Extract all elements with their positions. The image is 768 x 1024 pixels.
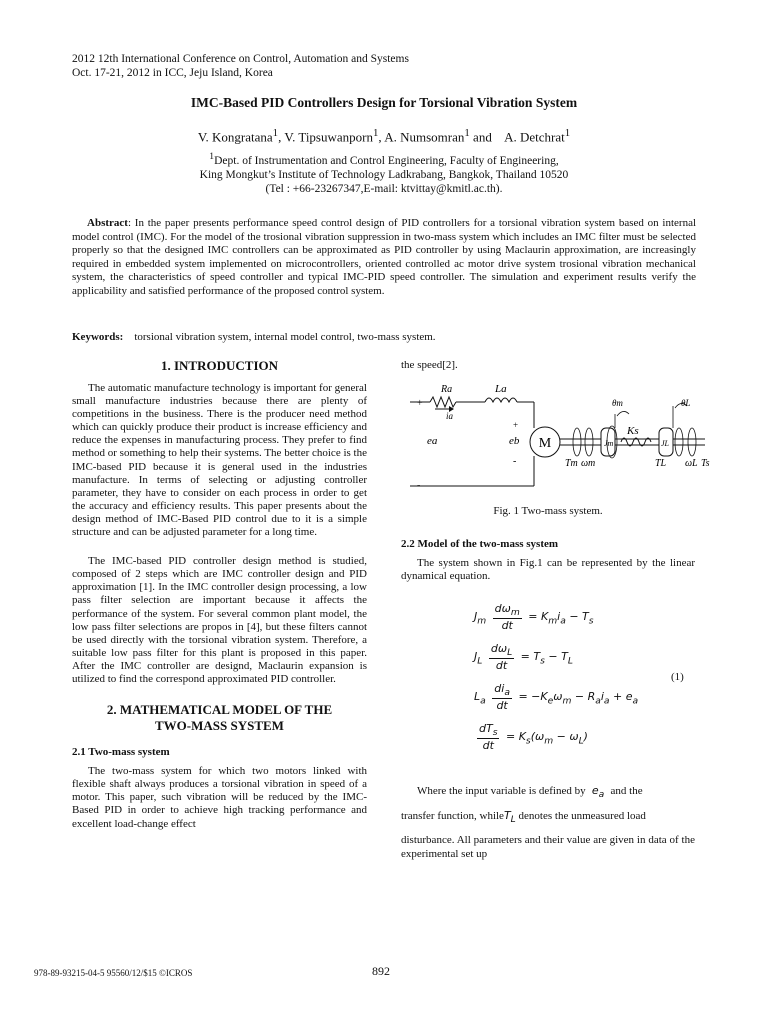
fig-label-Jm: Jm xyxy=(604,439,614,448)
svg-text:Jm xyxy=(604,439,614,448)
fig-label-minus1: - xyxy=(417,480,421,491)
conference-line1: 2012 12th International Conference on Control, Automation and Systems xyxy=(72,53,409,65)
equation-2: $J_L$ $\frac{d\omega_L}{dt}$ = $T_s - T_L$ xyxy=(474,642,573,673)
fig-label-ia: ia xyxy=(446,411,454,421)
author-4: A. Detchrat xyxy=(504,129,565,145)
svg-text:ea xyxy=(427,435,438,447)
svg-text:TL xyxy=(655,458,667,469)
after-eq-text-1b: and the xyxy=(610,785,643,797)
figure-caption: Fig. 1 Two-mass system. xyxy=(493,505,603,517)
svg-text:- xyxy=(417,480,420,491)
fig-label-Tm: Tm xyxy=(565,458,578,469)
fig-label-eb: eb xyxy=(509,435,520,447)
fig-label-wL: ωL xyxy=(685,458,698,469)
fig-label-theta-m: θm xyxy=(612,398,623,408)
right-column-top xyxy=(401,359,695,372)
page-number: 892 xyxy=(372,964,390,978)
svg-text:eb xyxy=(509,435,520,447)
fig-label-wm: ωm xyxy=(581,458,596,469)
svg-text:θL xyxy=(681,398,690,408)
left-column xyxy=(72,358,367,831)
svg-text:ωm xyxy=(581,458,595,469)
fig-label-Ks: Ks xyxy=(627,425,639,437)
affiliation-line3: (Tel : +66-23267347,E-mail: ktvittay@kmitl.ac.th). xyxy=(265,182,503,195)
fig-label-theta-L: θL xyxy=(681,398,691,408)
fig-label-ea: ea xyxy=(427,435,438,447)
author-1: V. Kongratana xyxy=(197,129,273,145)
fig-label-minus2: - xyxy=(513,456,517,467)
fig-label-JL: JL xyxy=(661,439,669,448)
after-eq-text-1: Where the input variable is defined by xyxy=(417,785,586,797)
author-list: V. Kongratana$^1$, V. Tipsuwanporn$^1$, A. Numsomran$^1$ and A. Detchrat$^1$ xyxy=(197,127,571,145)
after-eq-text-2b: denotes the unmeasured load xyxy=(518,810,646,823)
subsection-2-2-heading: 2.2 Model of the two-mass system xyxy=(401,538,559,550)
math-heading-line1: 2. MATHEMATICAL MODEL OF THE xyxy=(106,702,333,718)
intro-paragraph-1: The automatic manufacture technology is important for general small manufacture industries because there are plenty of competitions in the business. There is the producer need method which can quickly produce their product is increase efficiency and reduce the expenses in manufacturing process. They prefer to find method or something to help their systems. The better choice is the IMC-based PID because it is general used in the industries manufacture. In terms of selecting or adjusting controller parameter, they have to consider on each process in order to get the accuracy and efficiency results. This paper presents about the design method of IMC-Based PID control due to it is a simple structure and can be adjusted parameter for a long time. xyxy=(72,382,367,539)
intro-heading: 1. INTRODUCTION xyxy=(160,358,278,373)
right-column-section22 xyxy=(401,538,695,583)
right-top-text: the speed[2]. xyxy=(401,359,458,371)
equation-number: (1) xyxy=(671,671,684,683)
two-mass-system-figure xyxy=(405,376,715,496)
svg-text:Ks xyxy=(626,425,639,437)
fig-label-plus1: + xyxy=(417,398,423,409)
subsection-2-1-paragraph: The two-mass system for which two motors linked with flexible shaft always produces a torsional vibration in speed of a motor. This paper, such vibration will be reduced by the IMC-Based PID in order to achieve high tracking performance and excellent load-change effect xyxy=(72,765,367,830)
svg-text:Ts xyxy=(701,458,710,469)
author-2: V. Tipsuwanporn xyxy=(284,129,373,145)
isbn-footer: 978-89-93215-04-5 95560/12/$15 ©ICROS xyxy=(34,968,193,978)
fig-label-TL: TL xyxy=(655,458,667,469)
abstract xyxy=(72,217,696,299)
paper-title: IMC-Based PID Controllers Design for Torsional Vibration System xyxy=(190,95,578,110)
svg-text:JL xyxy=(661,439,670,448)
conference-line2: Oct. 17-21, 2012 in ICC, Jeju Island, Korea xyxy=(72,67,273,79)
equation-1: $J_m$ $\frac{d\omega_m}{dt}$ = $K_mi_a - T_s$ xyxy=(474,602,594,633)
svg-text:Ra xyxy=(440,384,452,395)
affiliation-line2: King Mongkut’s Institute of Technology Ladkrabang, Bangkok, Thailand 10520 xyxy=(199,168,569,181)
svg-text:Tm xyxy=(565,458,578,469)
inductor-symbol xyxy=(485,398,517,402)
resistor-symbol xyxy=(430,397,456,407)
fig-label-Ts: Ts xyxy=(701,458,710,469)
subsection-2-2-paragraph: The system shown in Fig.1 can be represented by the linear dynamical equation. xyxy=(401,557,695,583)
after-eq-text-2: transfer function, while xyxy=(401,810,504,823)
motor-label: M xyxy=(538,436,552,451)
equation-3: $L_a$ $\frac{di_a}{dt}$ = $-K_e\omega_m - R_ai_a + e_a$ xyxy=(474,682,639,713)
svg-text:ia xyxy=(446,411,454,421)
svg-text:ωL xyxy=(685,458,698,469)
keywords-label: Keywords: xyxy=(72,331,124,343)
svg-text:θm xyxy=(612,398,623,408)
math-heading-line2: TWO-MASS SYSTEM xyxy=(155,718,284,734)
equation-block xyxy=(474,600,704,765)
svg-text:La xyxy=(494,383,507,395)
affiliation-line1: Dept. of Instrumentation and Control Engineering, Faculty of Engineering, xyxy=(214,154,559,167)
conference-info xyxy=(72,52,409,80)
svg-text:+ xyxy=(417,398,423,409)
after-eq-text-3: disturbance. All parameters and their value are given in data of the experimental set up xyxy=(401,834,695,860)
author-3: A. Numsomran xyxy=(384,129,465,145)
svg-text:+ xyxy=(513,420,518,430)
fig-label-plus2: + xyxy=(513,420,519,430)
subsection-2-1-heading: 2.1 Two-mass system xyxy=(72,746,170,759)
affiliation: $^1$Dept. of Instrumentation and Control Engineering, Faculty of Engineering, King Mongkut’s Institute of Technology Ladkrabang, Bangkok, Thailand 10520 (Tel : +66-23267347,E-mail: ktvittay@kmitl.ac.th). xyxy=(0,150,768,196)
keywords-text: torsional vibration system, internal model control, two-mass system. xyxy=(134,331,436,343)
equation-4: $\frac{dT_s}{dt}$ = $K_s(\omega_m - \omega_L)$ xyxy=(479,722,588,753)
abstract-label: Abstract xyxy=(87,217,128,229)
fig-label-Ra: Ra xyxy=(441,384,453,395)
svg-text:- xyxy=(513,456,516,467)
fig-label-La: La xyxy=(495,383,507,395)
keywords xyxy=(72,331,436,343)
right-column-after-equations: Where the input variable is defined by $e_a$ and the transfer function, whileT$_L$ denotes the unmeasured load disturbance. All parameters and their value are given in data of the experimental set up xyxy=(401,784,695,860)
intro-paragraph-2: The IMC-based PID controller design method is studied, composed of 2 steps which are IMC controller design and PID approximation [1]. In the IMC controller design processing, a low pass filter selection are important because it affects the performance of the system. For several common plant model, the low pass filter selections are propos in [4], but these filters cannot be used directly with the torsional vibration system. Therefore, a suitable low pass filter for this plant is proposed in this paper. After the IMC controller are designd, Maclaurin expansion is utilized to find the correspond approximated PID controller. xyxy=(72,555,367,685)
abstract-text: : In the paper presents performance speed control design of PID controllers for a torsional vibration system based on internal model control (IMC). For the model of the trosional vibration suppression in two-mass system which includes an IMC filter must be selected properly so that the designed IMC controllers can be approximated as PID controller by using Maclaurin approximation, are increasingly required in embedded system implemented on microcontrollers, oriented controlled ac motor drive system trosional vibration mechanical system, the characteristics of speed controller and typical IMC-PID speed controller. The simulation and experiment results verify the applicability and satisfied performance of the proposed control system. xyxy=(72,217,697,297)
